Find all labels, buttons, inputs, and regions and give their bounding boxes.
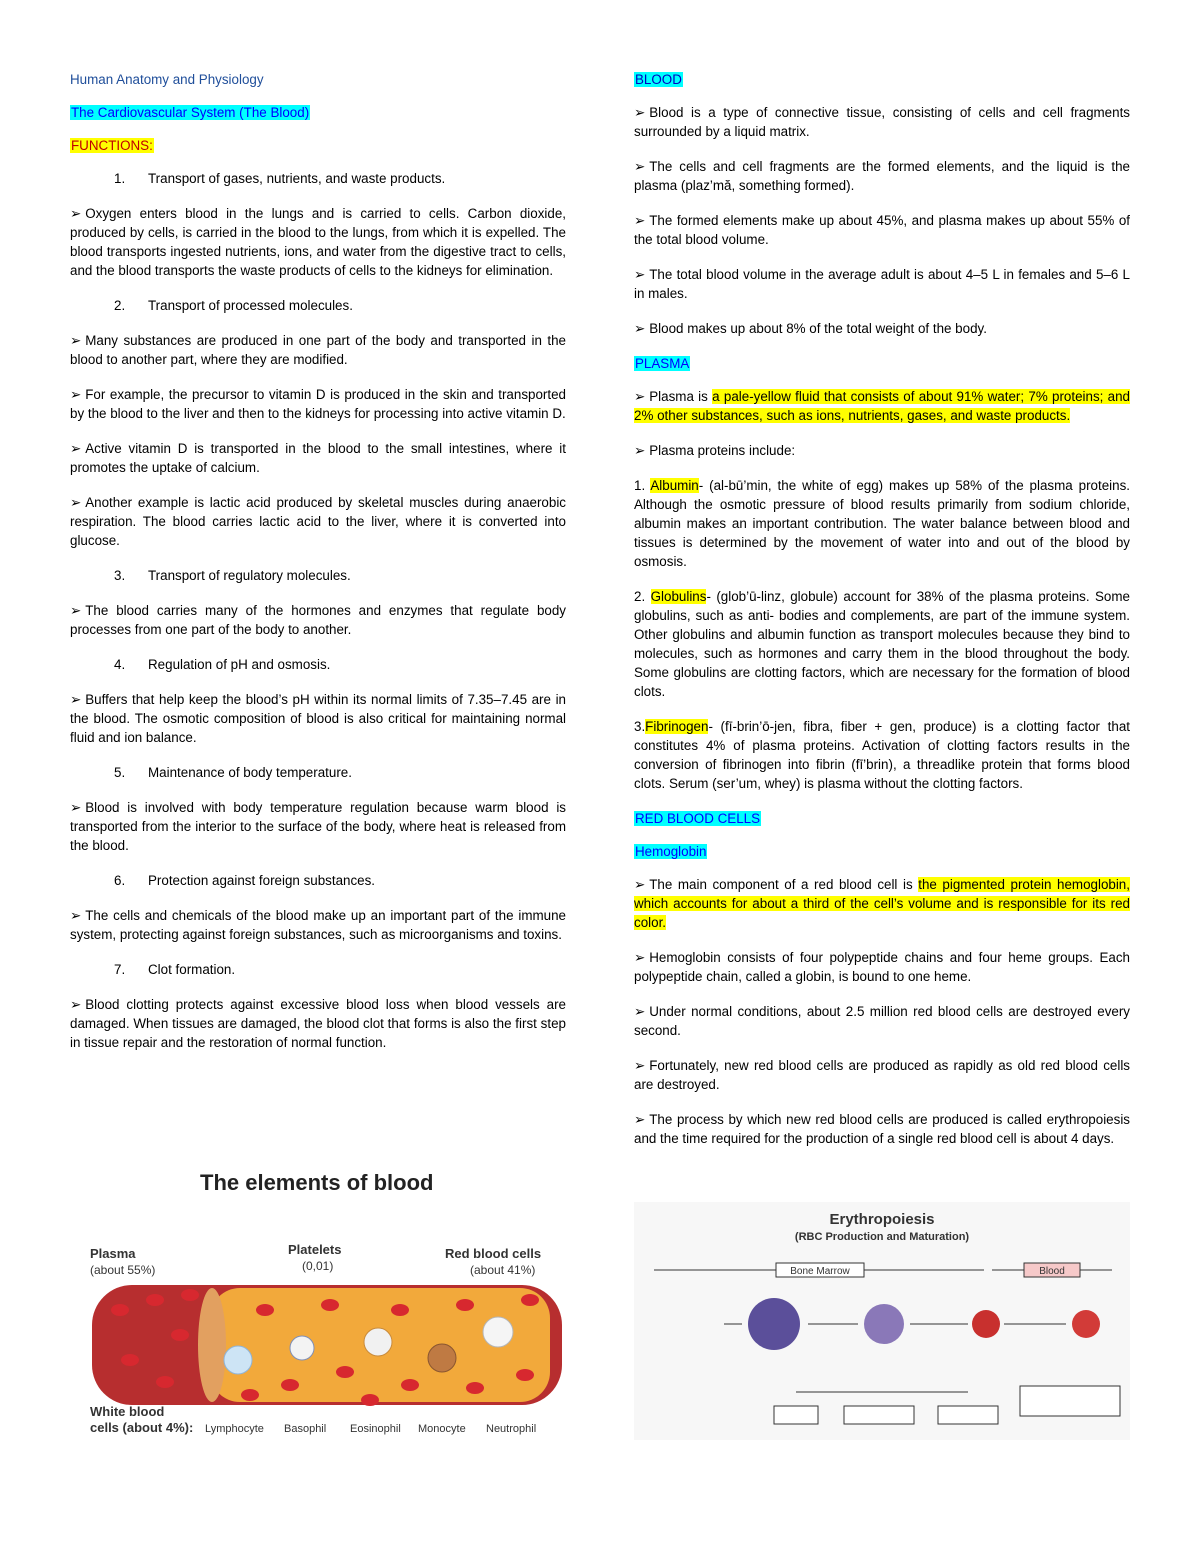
bullet-paragraph: ➢ Hemoglobin consists of four polypeptide chains and four heme groups. Each polypeptide chain, called a globin, is bound to one heme. bbox=[634, 948, 1130, 986]
vessel-opening bbox=[198, 1288, 226, 1402]
albumin-term: Albumin bbox=[650, 478, 699, 493]
course-title: Human Anatomy and Physiology bbox=[70, 72, 264, 87]
hemoglobin-highlight: the pigmented protein hemoglobin, which accounts for about a third of the cell’s volume and is responsible for its red color. bbox=[634, 877, 1130, 930]
function-item bbox=[70, 169, 566, 188]
function-heading: Regulation of pH and osmosis. bbox=[148, 657, 331, 672]
function-number: 2. bbox=[114, 298, 126, 313]
wbc-type-lymphocyte: Lymphocyte bbox=[205, 1423, 264, 1435]
function-paragraph: ➢ Many substances are produced in one part of the body and transported in the blood to another part, where they are modified. bbox=[70, 331, 566, 369]
plasma-pct-label: (about 55%) bbox=[90, 1263, 156, 1277]
blood-heading-text: BLOOD bbox=[635, 72, 682, 87]
eosinophil-cell bbox=[364, 1328, 392, 1356]
wbc-type-basophil: Basophil bbox=[284, 1423, 327, 1435]
fibrinogen-term: Fibrinogen bbox=[645, 719, 709, 734]
rbc-paragraphs bbox=[634, 948, 1130, 1148]
bullet-paragraph: ➢ Under normal conditions, about 2.5 million red blood cells are destroyed every second. bbox=[634, 1002, 1130, 1040]
section-title-text: The Cardiovascular System (The Blood) bbox=[71, 105, 310, 120]
function-paragraph: ➢ Another example is lactic acid produced by skeletal muscles during anaerobic respiration. The blood carries lactic acid to the liver, where it is converted into glucose. bbox=[70, 493, 566, 550]
bullet-paragraph: ➢ Blood makes up about 8% of the total weight of the body. bbox=[634, 319, 1130, 338]
plasma-label: Plasma bbox=[90, 1246, 136, 1261]
hemoglobin-heading-text: Hemoglobin bbox=[635, 844, 707, 859]
function-number: 6. bbox=[114, 873, 126, 888]
function-paragraph: ➢ Buffers that help keep the blood’s pH within its normal limits of 7.35–7.45 are in the blood. The osmotic composition of blood is also critical for maintaining normal fluid and ion balance. bbox=[70, 690, 566, 747]
right-column bbox=[634, 70, 1130, 1164]
bullet-paragraph: ➢ Fortunately, new red blood cells are produced as rapidly as old red blood cells are destroyed. bbox=[634, 1056, 1130, 1094]
function-heading: Transport of gases, nutrients, and waste products. bbox=[148, 171, 446, 186]
bullet-paragraph: ➢ The formed elements make up about 45%, and plasma makes up about 55% of the total blood volume. bbox=[634, 211, 1130, 249]
bullet-paragraph: ➢ The cells and cell fragments are the formed elements, and the liquid is the plasma (plaz’mă, something formed). bbox=[634, 157, 1130, 195]
orthochromatic-box bbox=[938, 1406, 998, 1424]
monocyte-cell bbox=[428, 1344, 456, 1372]
reticulocyte-cell bbox=[972, 1310, 1000, 1338]
erythropoiesis-figure bbox=[634, 1202, 1130, 1440]
red-blood-cell bbox=[256, 1304, 274, 1316]
red-blood-cell bbox=[321, 1299, 339, 1311]
hemoglobin-paragraph bbox=[634, 875, 1130, 932]
globulins-number: 2. bbox=[634, 589, 646, 604]
red-blood-cell bbox=[361, 1394, 379, 1406]
function-number: 3. bbox=[114, 568, 126, 583]
function-number: 4. bbox=[114, 657, 126, 672]
function-paragraph: ➢ The cells and chemicals of the blood make up an important part of the immune system, protecting against foreign substances, such as microorganisms and toxins. bbox=[70, 906, 566, 944]
blood-elements-svg bbox=[70, 1160, 566, 1450]
plasma-text: Plasma is bbox=[649, 389, 713, 404]
functions-list bbox=[70, 169, 566, 1052]
function-paragraph: ➢ Oxygen enters blood in the lungs and is carried to cells. Carbon dioxide, produced by cells, is carried in the blood to the lungs, from which it is expelled. The blood transports ingested nutrients, ions, and water from the digestive tract to cells, and the blood transports the waste products of cells to the kidneys for elimination. bbox=[70, 204, 566, 280]
rbc-heading-text: RED BLOOD CELLS bbox=[635, 811, 761, 826]
ery-title: Erythropoiesis bbox=[829, 1211, 935, 1228]
plasma-paragraph bbox=[634, 387, 1130, 425]
bone-marrow-label: Bone Marrow bbox=[790, 1266, 850, 1277]
platelets-label: Platelets bbox=[288, 1242, 342, 1257]
function-item bbox=[70, 871, 566, 890]
red-blood-cell bbox=[111, 1304, 129, 1316]
globulins-paragraph bbox=[634, 587, 1130, 701]
wbc-type-monocyte: Monocyte bbox=[418, 1423, 466, 1435]
blood-paragraphs bbox=[634, 103, 1130, 338]
function-paragraph: ➢ Blood is involved with body temperature regulation because warm blood is transported from the interior to the surface of the body, where heat is released from the blood. bbox=[70, 798, 566, 855]
blood-elements-figure bbox=[70, 1160, 566, 1450]
red-blood-cell bbox=[456, 1299, 474, 1311]
left-column bbox=[70, 70, 566, 1068]
wbc-label-2: cells (about 4%): bbox=[90, 1420, 194, 1435]
neutrophil-cell bbox=[483, 1317, 513, 1347]
function-item bbox=[70, 566, 566, 585]
erythrocyte-cell bbox=[1072, 1310, 1100, 1338]
blood-box-label: Blood bbox=[1039, 1266, 1065, 1277]
function-number: 1. bbox=[114, 171, 126, 186]
hemoglobin-text: The main component of a red blood cell is bbox=[649, 877, 919, 892]
bullet-paragraph: ➢ Blood is a type of connective tissue, consisting of cells and cell fragments surrounded by a liquid matrix. bbox=[634, 103, 1130, 141]
basophil-cell bbox=[290, 1336, 314, 1360]
function-item bbox=[70, 296, 566, 315]
function-paragraph: ➢ Active vitamin D is transported in the blood to the small intestines, where it promotes the uptake of calcium. bbox=[70, 439, 566, 477]
function-number: 7. bbox=[114, 962, 126, 977]
red-blood-cell bbox=[401, 1379, 419, 1391]
blood-figure-title: The elements of blood bbox=[200, 1170, 434, 1195]
plasma-heading-text: PLASMA bbox=[635, 356, 690, 371]
blood-heading bbox=[634, 70, 1130, 89]
red-blood-cell bbox=[156, 1376, 174, 1388]
fibrinogen-paragraph bbox=[634, 717, 1130, 793]
lymphocyte-cell bbox=[224, 1346, 252, 1374]
erythroblast-cell bbox=[864, 1304, 904, 1344]
proerythroblast-cell bbox=[748, 1298, 800, 1350]
function-heading: Maintenance of body temperature. bbox=[148, 765, 352, 780]
red-blood-cell bbox=[336, 1366, 354, 1378]
globulins-text: - (glob’ū-linz, globule) account for 38% of the plasma proteins. Some globulins, such as anti- bodies and complements, are part of the immune system. Other globulins and albumin function as transport molecules because they bind to molecules, such as hormones and carry them in the blood throughout the body. Some globulins are clotting factors, which are necessary for the formation of blood clots. bbox=[634, 589, 1130, 699]
function-paragraph: ➢ Blood clotting protects against excessive blood loss when blood vessels are damaged. When tissues are damaged, the blood clot that forms is also the first step in tissue repair and the restoration of normal function. bbox=[70, 995, 566, 1052]
fibrinogen-text: - (fī-brin’ō-jen, fibra, fiber + gen, produce) is a clotting factor that constitutes 4% of plasma proteins. Activation of clotting factors results in the conversion of fibrinogen into fibrin (fī’brin), a threadlike protein that forms blood clots. Serum (ser’um, whey) is plasma without the clotting factors. bbox=[634, 719, 1130, 791]
function-item bbox=[70, 655, 566, 674]
section-title bbox=[70, 103, 566, 122]
function-item bbox=[70, 763, 566, 782]
albumin-text: - (al-bū’min, the white of egg) makes up 58% of the plasma proteins. Although the osmotic pressure of blood results primarily from sodium chloride, albumin makes an important contribution. The water balance between blood and tissues is determined by the movement of water into and out of the blood by osmosis. bbox=[634, 478, 1130, 569]
functions-heading bbox=[70, 136, 566, 155]
circulating-note-box bbox=[1020, 1386, 1120, 1416]
proteins-intro: ➢ Plasma proteins include: bbox=[634, 441, 1130, 460]
plasma-highlight: a pale-yellow fluid that consists of about 91% water; 7% proteins; and 2% other substances, such as ions, nutrients, gases, and waste products. bbox=[634, 389, 1131, 423]
red-blood-cell bbox=[146, 1294, 164, 1306]
rbc-heading bbox=[634, 809, 1130, 828]
rbc-pct-label: (about 41%) bbox=[470, 1263, 536, 1277]
function-heading: Clot formation. bbox=[148, 962, 236, 977]
globulins-term: Globulins bbox=[650, 589, 707, 604]
rbc-label: Red blood cells bbox=[445, 1246, 542, 1261]
wbc-type-eosinophil: Eosinophil bbox=[350, 1423, 401, 1435]
erythropoiesis-svg bbox=[634, 1202, 1130, 1440]
fibrinogen-number: 3. bbox=[634, 719, 646, 734]
red-blood-cell bbox=[521, 1294, 539, 1306]
plasma-heading bbox=[634, 354, 1130, 373]
platelets-value: (0,01) bbox=[302, 1259, 334, 1273]
red-blood-cell bbox=[516, 1369, 534, 1381]
basophilic-box bbox=[774, 1406, 818, 1424]
wbc-type-neutrophil: Neutrophil bbox=[486, 1423, 537, 1435]
bullet-paragraph: ➢ The process by which new red blood cells are produced is called erythropoiesis and the time required for the production of a single red blood cell is about 4 days. bbox=[634, 1110, 1130, 1148]
function-heading: Transport of regulatory molecules. bbox=[148, 568, 351, 583]
function-heading: Protection against foreign substances. bbox=[148, 873, 376, 888]
function-paragraph: ➢ For example, the precursor to vitamin D is produced in the skin and transported by the blood to the liver and then to the kidneys for processing into active vitamin D. bbox=[70, 385, 566, 423]
function-heading: Transport of processed molecules. bbox=[148, 298, 353, 313]
wbc-label-1: White blood bbox=[90, 1404, 165, 1419]
polychromatophilic-box bbox=[844, 1406, 914, 1424]
red-blood-cell bbox=[281, 1379, 299, 1391]
albumin-paragraph bbox=[634, 476, 1130, 571]
red-blood-cell bbox=[241, 1389, 259, 1401]
red-blood-cell bbox=[181, 1289, 199, 1301]
function-paragraph: ➢ The blood carries many of the hormones and enzymes that regulate body processes from one part of the body to another. bbox=[70, 601, 566, 639]
function-item bbox=[70, 960, 566, 979]
function-number: 5. bbox=[114, 765, 126, 780]
bullet-paragraph: ➢ The total blood volume in the average adult is about 4–5 L in females and 5–6 L in males. bbox=[634, 265, 1130, 303]
hemoglobin-heading bbox=[634, 842, 1130, 861]
red-blood-cell bbox=[171, 1329, 189, 1341]
red-blood-cell bbox=[391, 1304, 409, 1316]
ery-subtitle: (RBC Production and Maturation) bbox=[794, 1231, 970, 1243]
functions-label: FUNCTIONS: bbox=[71, 138, 153, 153]
albumin-number: 1. bbox=[634, 478, 646, 493]
red-blood-cell bbox=[121, 1354, 139, 1366]
red-blood-cell bbox=[466, 1382, 484, 1394]
